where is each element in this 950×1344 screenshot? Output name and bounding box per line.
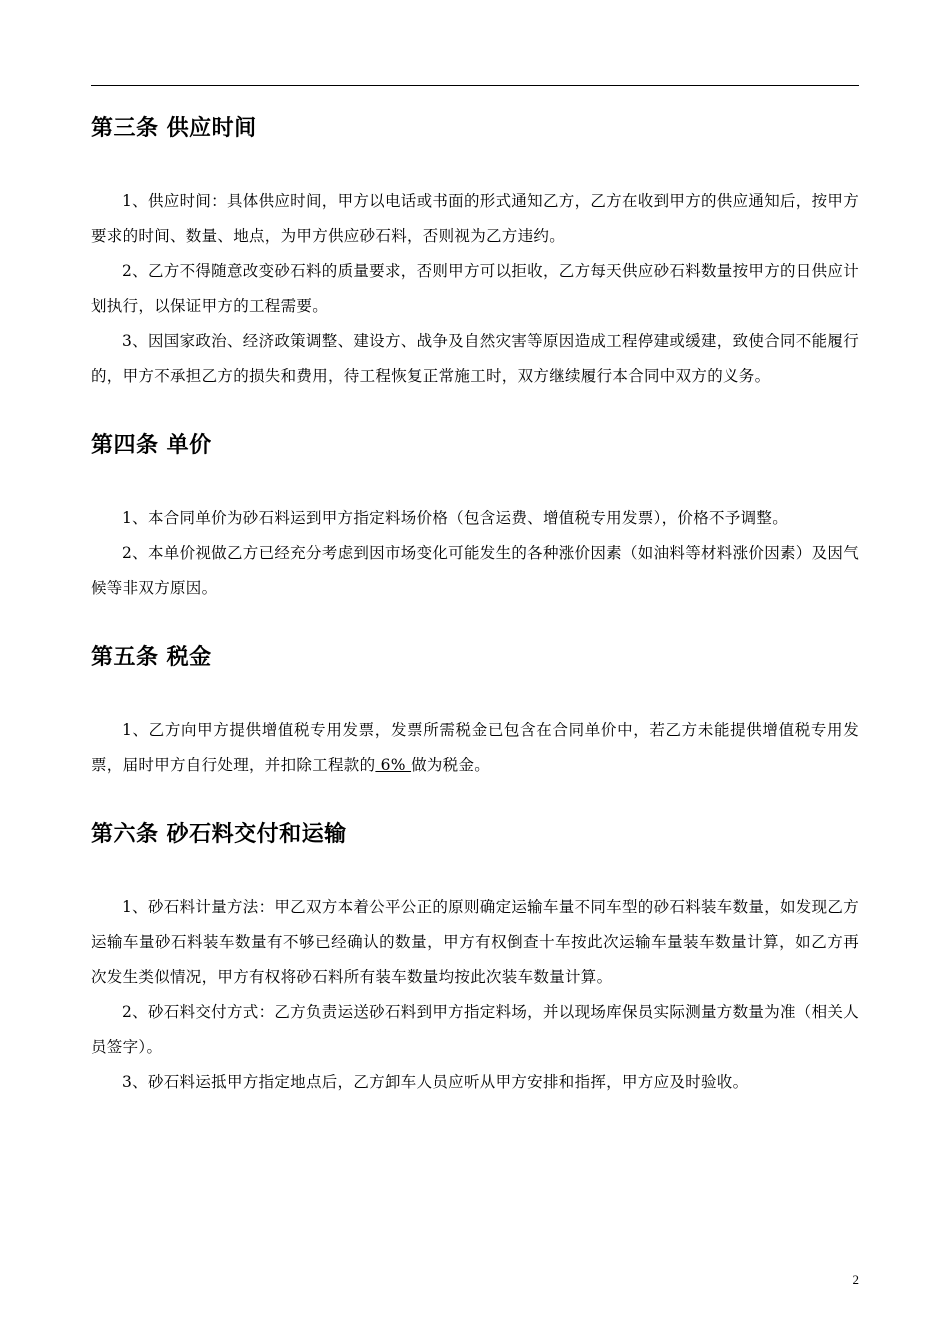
section-tax — [91, 643, 859, 783]
section-unit-price — [91, 431, 859, 606]
paragraph: 3、砂石料运抵甲方指定地点后，乙方卸车人员应听从甲方安排和指挥，甲方应及时验收。 — [122, 1073, 749, 1091]
page-number: 2 — [852, 1272, 859, 1287]
header-rule — [91, 85, 859, 86]
document-body — [91, 114, 859, 1137]
paragraph: 1、本合同单价为砂石料运到甲方指定料场价格（包含运费、增值税专用发票），价格不予调整。 — [122, 509, 789, 527]
section-delivery-transport — [91, 820, 859, 1100]
paragraph: 3、因国家政治、经济政策调整、建设方、战争及自然灾害等原因造成工程停建或缓建，致使合同不能履行的，甲方不承担乙方的损失和费用，待工程恢复正常施工时，双方继续履行本合同中双方的义务。 — [91, 332, 859, 385]
section-heading: 第四条 单价 — [91, 433, 212, 458]
section-supply-time — [91, 114, 859, 394]
paragraph-text: 做为税金。 — [411, 756, 491, 774]
paragraph — [91, 713, 859, 783]
paragraph: 1、供应时间：具体供应时间，甲方以电话或书面的形式通知乙方，乙方在收到甲方的供应通知后，按甲方要求的时间、数量、地点，为甲方供应砂石料，否则视为乙方违约。 — [91, 192, 859, 245]
paragraph: 1、砂石料计量方法：甲乙双方本着公平公正的原则确定运输车量不同车型的砂石料装车数量，如发现乙方运输车量砂石料装车数量有不够已经确认的数量，甲方有权倒查十车按此次运输车量装车数量计算，如乙方再次发生类似情况，甲方有权将砂石料所有装车数量均按此次装车数量计算。 — [91, 898, 859, 986]
paragraph-text: 1、乙方向甲方提供增值税专用发票，发票所需税金已包含在合同单价中，若乙方未能提供增值税专用发票，届时甲方自行处理，并扣除工程款的 — [91, 721, 859, 774]
section-heading: 第六条 砂石料交付和运输 — [91, 822, 347, 847]
paragraph: 2、本单价视做乙方已经充分考虑到因市场变化可能发生的各种涨价因素（如油料等材料涨价因素）及因气候等非双方原因。 — [91, 544, 859, 597]
paragraph: 2、乙方不得随意改变砂石料的质量要求，否则甲方可以拒收，乙方每天供应砂石料数量按甲方的日供应计划执行，以保证甲方的工程需要。 — [91, 262, 859, 315]
section-heading: 第三条 供应时间 — [91, 116, 257, 141]
section-heading: 第五条 税金 — [91, 645, 212, 670]
paragraph: 2、砂石料交付方式：乙方负责运送砂石料到甲方指定料场，并以现场库保员实际测量方数量为准（相关人员签字）。 — [91, 1003, 859, 1056]
tax-rate-value: 6% — [375, 756, 412, 774]
